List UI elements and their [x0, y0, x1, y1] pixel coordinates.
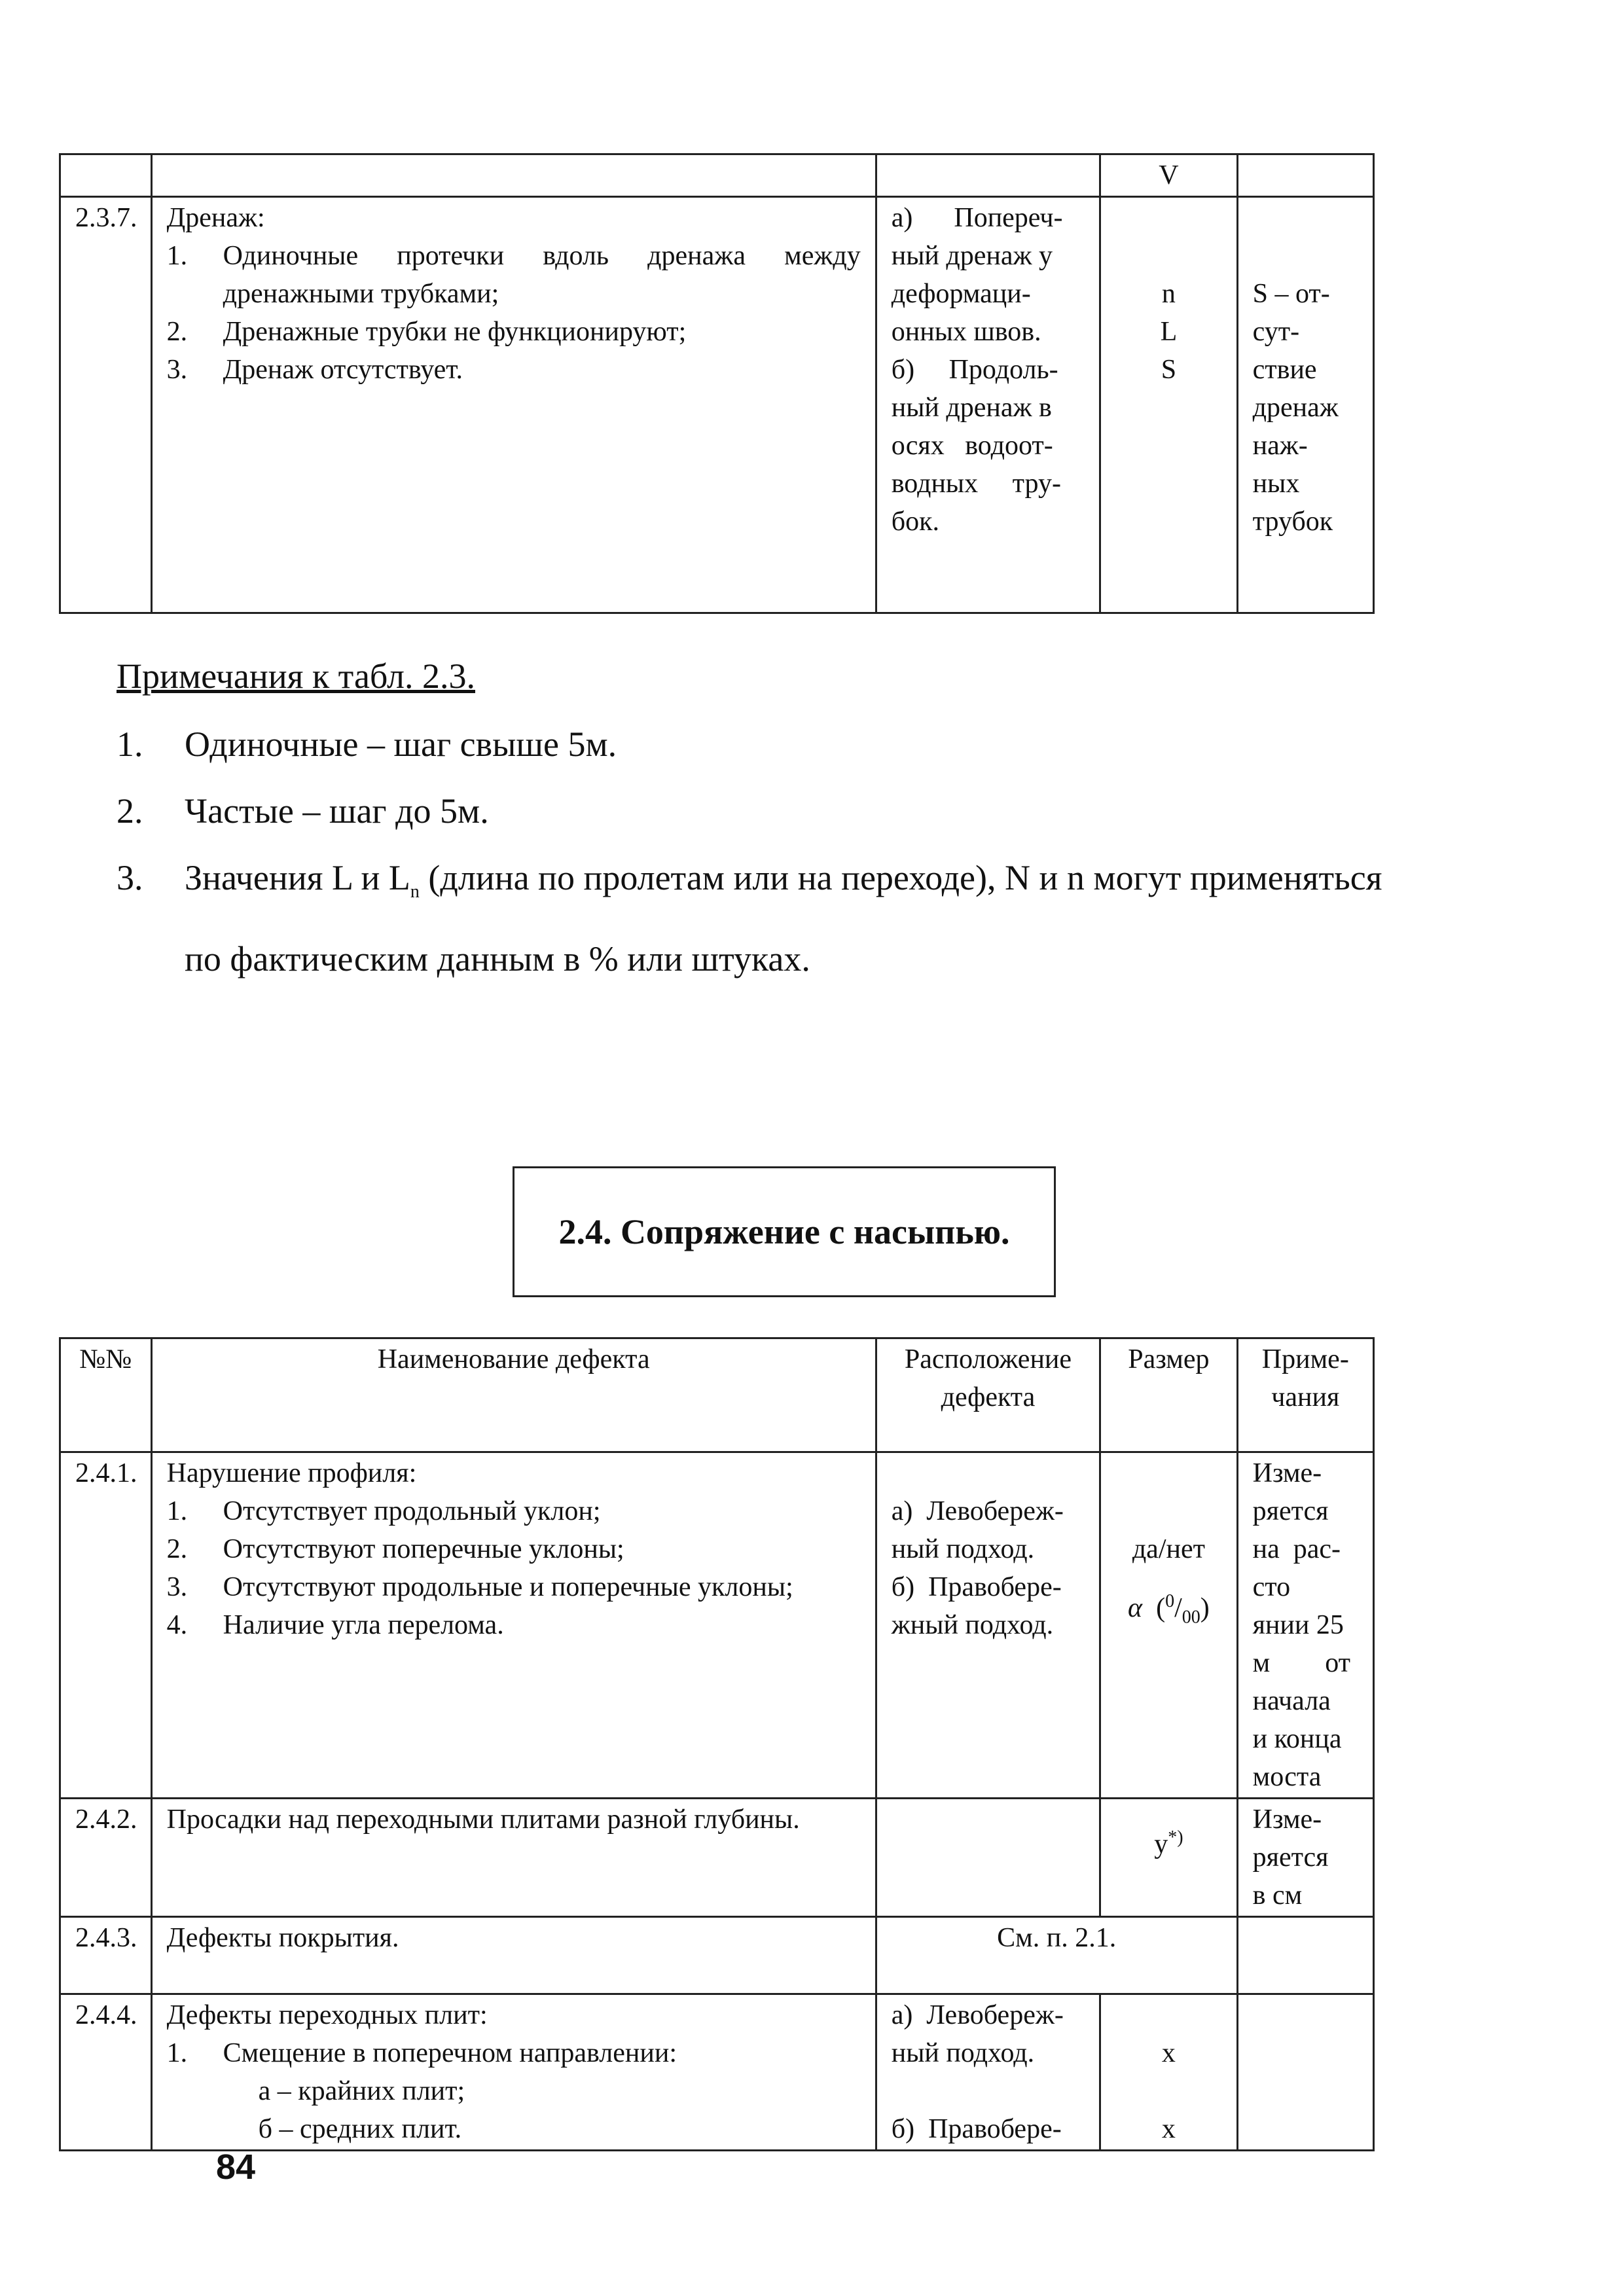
size-line	[1115, 1996, 1221, 2034]
row-number: 2.4.4.	[60, 1994, 152, 2151]
size-line: S	[1161, 355, 1177, 385]
table-row	[60, 1799, 1374, 1917]
defect-title: Дренаж:	[166, 203, 265, 233]
table-continuation	[59, 153, 1375, 614]
defect-name: Просадки над переходными плитами разной глубины.	[151, 1799, 876, 1917]
location-line: осях водоот-	[891, 431, 1053, 461]
note-line: сут-	[1252, 317, 1300, 347]
notes-title: Примечания к табл. 2.3.	[117, 656, 475, 696]
note-line: в см	[1252, 1880, 1303, 1910]
header-cell-v: V	[1100, 154, 1237, 197]
note-line: ствие	[1252, 355, 1317, 385]
table-header-row	[60, 154, 1374, 197]
size-line	[1115, 2072, 1221, 2110]
notes-block	[117, 643, 1382, 992]
defect-name: Дефекты переходных плит: 1. Смещение в поперечном направлении: а – крайних плит; б – средних плит.	[151, 1994, 876, 2151]
note-line: ряется	[1252, 1842, 1329, 1873]
column-header-num: №№	[60, 1338, 152, 1452]
note-line: ряется	[1252, 1496, 1329, 1526]
defect-list	[167, 1492, 861, 1644]
column-header-location: Расположение дефекта	[876, 1338, 1100, 1452]
defect-name	[151, 197, 876, 613]
note-line: м от	[1252, 1648, 1351, 1678]
defect-name: Нарушение профиля: 1. Отсутствует продольный уклон; 2. Отсутствуют поперечные уклоны; 3. Отсутствуют продольные и поперечные уклоны; 4. Наличие угла перелома.	[151, 1452, 876, 1799]
note-line: Изме-	[1252, 1804, 1322, 1835]
notes-list	[117, 711, 1382, 992]
size-line: x	[1161, 2114, 1176, 2144]
list-item: 3. Отсутствуют продольные и поперечные уклоны;	[166, 1572, 793, 1602]
page-number: 84	[216, 2147, 256, 2187]
row-number: 2.4.3.	[60, 1917, 152, 1994]
table-header-row	[60, 1338, 1374, 1452]
location-line: ный дренаж у	[891, 241, 1053, 271]
list-item: 3. Дренаж отсутствует.	[166, 355, 463, 385]
table-row	[60, 1994, 1374, 2151]
list-item: 1. Одиночные – шаг свыше 5м.	[117, 725, 617, 764]
location-line: а) Левобереж-	[891, 1496, 1064, 1526]
location-line: ный подход.	[891, 2038, 1035, 2068]
row-number: 2.4.2.	[60, 1799, 152, 1917]
table-row	[60, 1917, 1374, 1994]
defect-note	[1237, 1452, 1373, 1799]
note-line: на рас-	[1252, 1534, 1341, 1564]
column-header-size: Размер	[1100, 1338, 1237, 1452]
note-line: янии 25	[1252, 1610, 1344, 1640]
defect-size	[1100, 1994, 1237, 2151]
table-row	[60, 197, 1374, 613]
note-line: дренаж	[1252, 393, 1339, 423]
merged-reference: См. п. 2.1.	[876, 1917, 1237, 1994]
table-row	[60, 1452, 1374, 1799]
table-main	[59, 1337, 1375, 2151]
note-line: моста	[1252, 1762, 1322, 1792]
list-item: 3. Значения L и $L_n$ (длина по пролетам или на переходе), N и n могут применяться	[117, 858, 1382, 902]
defect-list	[167, 2034, 861, 2072]
size-line: L	[1160, 317, 1178, 347]
section-title-box	[513, 1166, 1056, 1297]
list-item: 1. Отсутствует продольный уклон;	[166, 1496, 601, 1526]
note-line: трубок	[1252, 507, 1333, 537]
location-line: онных швов.	[891, 317, 1041, 347]
defect-size: да/нет α $(^0/_{00})$	[1100, 1452, 1237, 1799]
note-line: Изме-	[1252, 1458, 1322, 1488]
note-line: S – от-	[1252, 279, 1330, 309]
location-line: а) Левобереж-	[891, 2000, 1064, 2030]
note-line: ных	[1252, 469, 1300, 499]
list-item-continuation: по фактическим данным в % или штуках.	[185, 939, 810, 978]
row-number: 2.3.7.	[60, 197, 152, 613]
defect-location	[876, 1452, 1100, 1799]
defect-note	[1237, 197, 1373, 613]
defect-note	[1237, 1799, 1373, 1917]
sub-item: б – средних плит.	[258, 2114, 462, 2144]
column-header-name: Наименование дефекта	[151, 1338, 876, 1452]
location-line: б) Продоль-	[891, 355, 1058, 385]
defect-location	[876, 1994, 1100, 2151]
location-line: деформаци-	[891, 279, 1031, 309]
location-line: а) Попереч-	[891, 203, 1063, 233]
list-item: 1. Одиночные протечки вдоль дренажа между дренажными трубками;	[166, 241, 861, 309]
note-line: начала	[1252, 1686, 1331, 1716]
location-line: б) Правобере-	[891, 2114, 1062, 2144]
note-line: и конца	[1252, 1724, 1342, 1754]
defect-location	[876, 1799, 1100, 1917]
location-line: б) Правобере-	[891, 1572, 1062, 1602]
list-item: 2. Отсутствуют поперечные уклоны;	[166, 1534, 624, 1564]
list-item: 4. Наличие угла перелома.	[166, 1610, 504, 1640]
defect-note	[1237, 1994, 1373, 2151]
column-header-note: Приме- чания	[1237, 1338, 1373, 1452]
row-number: 2.4.1.	[60, 1452, 152, 1799]
note-line: сто	[1252, 1572, 1291, 1602]
location-line: жный подход.	[891, 1610, 1054, 1640]
defect-list	[167, 237, 861, 389]
defect-note	[1237, 1917, 1373, 1994]
size-line: x	[1161, 2038, 1176, 2068]
list-item: 1. Смещение в поперечном направлении:	[166, 2038, 677, 2068]
size-line: n	[1161, 279, 1176, 309]
location-line: бок.	[891, 507, 940, 537]
defect-size	[1100, 197, 1237, 613]
sub-item: а – крайних плит;	[258, 2076, 465, 2106]
defect-location	[876, 197, 1100, 613]
list-item: 2. Дренажные трубки не функционируют;	[166, 317, 687, 347]
section-title: 2.4. Сопряжение с насыпью.	[558, 1212, 1010, 1251]
note-line: наж-	[1252, 431, 1308, 461]
location-line: водных тру-	[891, 469, 1061, 499]
location-line	[892, 2072, 1085, 2110]
defect-name: Дефекты покрытия.	[151, 1917, 876, 1994]
location-line: ный подход.	[891, 1534, 1035, 1564]
list-item: 2. Частые – шаг до 5м.	[117, 791, 489, 831]
defect-size: y*)	[1100, 1799, 1237, 1917]
location-line: ный дренаж в	[891, 393, 1052, 423]
